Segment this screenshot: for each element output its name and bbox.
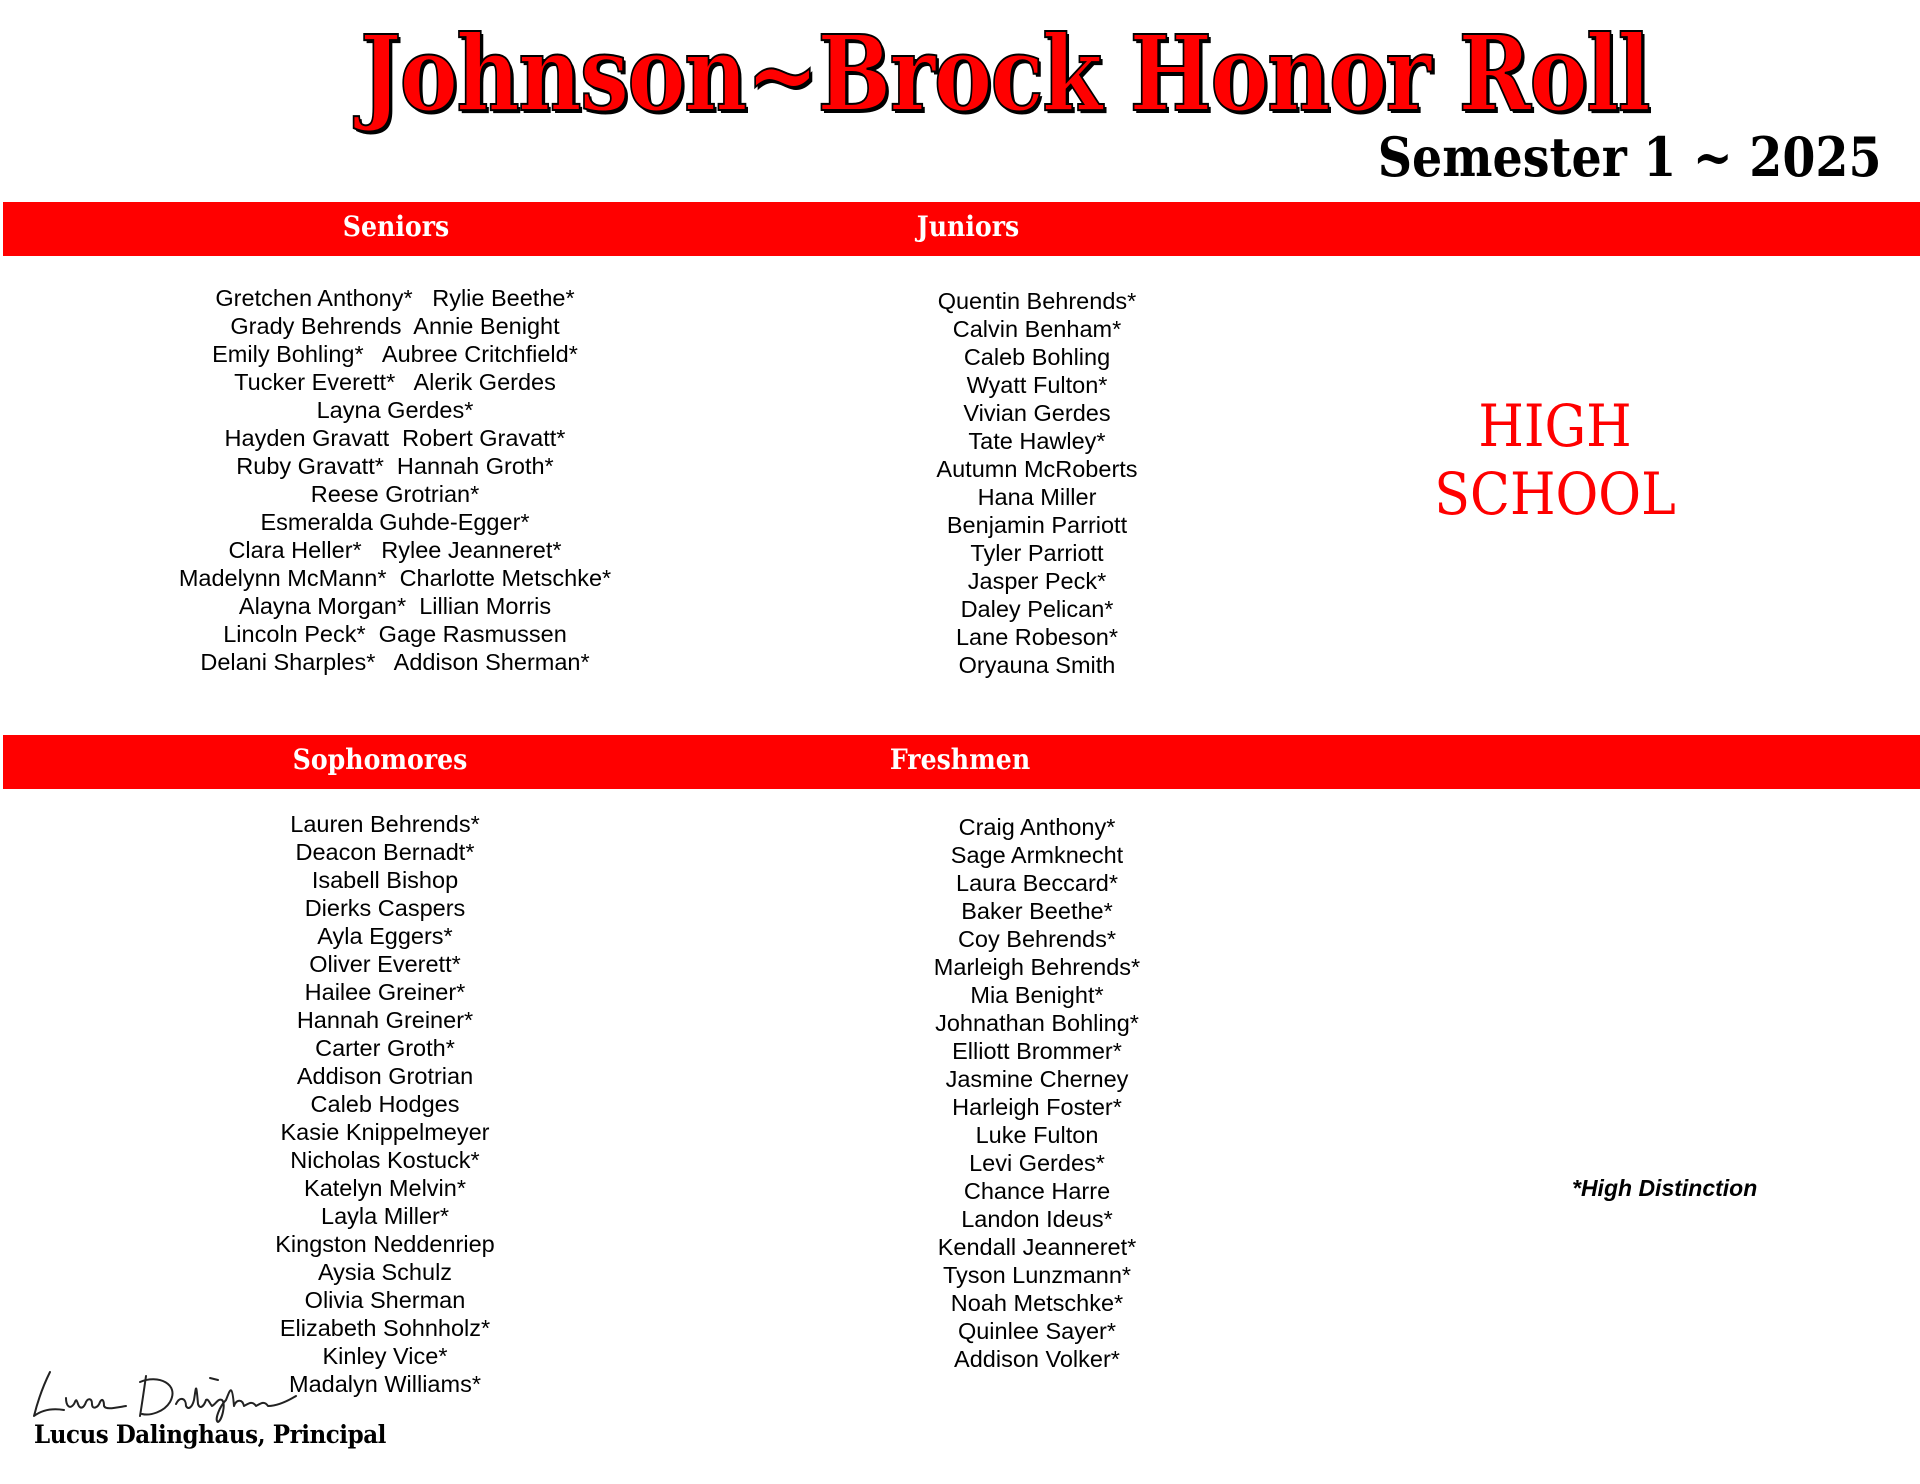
list-item: Oryauna Smith [958,652,1116,678]
list-item: Jasmine Cherney [945,1066,1129,1092]
list-item: Addison Grotrian [296,1063,474,1089]
list-item: Deacon Bernadt* [295,839,475,865]
list-item: Ayla Eggers* [317,923,453,949]
principal-name: Lucus Dalinghaus, Principal [34,1420,386,1449]
freshmen-list [887,813,1187,1373]
list-item: Landon Ideus* [961,1206,1113,1232]
list-item: Carter Groth* [315,1035,455,1061]
freshmen-heading: Freshmen [889,743,1031,776]
list-item: Reese Grotrian* [310,481,480,507]
list-item: Benjamin Parriott [946,512,1128,538]
school-level-line1: HIGH [1478,392,1632,460]
list-item: Tyler Parriott [970,540,1104,566]
semester-subtitle: Semester 1 ~ 2025 [1378,125,1882,189]
list-item: Luke Fulton [975,1122,1099,1148]
juniors-heading: Juniors [916,210,1020,243]
list-item: Caleb Bohling [963,344,1111,370]
page-title: Johnson~Brock Honor Roll [360,12,1650,135]
list-item: Mia Benight* [970,982,1104,1008]
school-level-line2: SCHOOL [1434,460,1676,528]
list-item: Oliver Everett* [309,951,461,977]
juniors-list [887,287,1187,679]
list-item: Madelynn McMann* Charlotte Metschke* [178,565,612,591]
list-item: Alayna Morgan* Lillian Morris [238,593,552,619]
list-item: Grady Behrends Annie Benight [230,313,560,339]
list-item: Esmeralda Guhde-Egger* [260,509,530,535]
list-item: Lane Robeson* [955,624,1119,650]
list-item: Addison Volker* [954,1346,1120,1372]
list-item: Coy Behrends* [957,926,1117,952]
list-item: Katelyn Melvin* [304,1175,466,1201]
section-header-band-lower [3,735,1920,789]
list-item: Marleigh Behrends* [933,954,1141,980]
list-item: Dierks Caspers [304,895,466,921]
list-item: Levi Gerdes* [969,1150,1105,1176]
list-item: Quentin Behrends* [937,288,1137,314]
list-item: Wyatt Fulton* [966,372,1108,398]
list-item: Autumn McRoberts [936,456,1138,482]
list-item: Laura Beccard* [956,870,1118,896]
list-item: Madalyn Williams* [289,1371,481,1397]
seniors-list [160,284,630,676]
list-item: Clara Heller* Rylee Jeanneret* [228,537,562,563]
list-item: Lauren Behrends* [290,811,480,837]
list-item: Elizabeth Sohnholz* [279,1315,491,1341]
list-item: Quinlee Sayer* [957,1318,1117,1344]
list-item: Sage Armknecht [950,842,1124,868]
list-item: Kendall Jeanneret* [937,1234,1137,1260]
list-item: Chance Harre [963,1178,1111,1204]
list-item: Hannah Greiner* [296,1007,474,1033]
high-distinction-legend: *High Distinction [1572,1175,1758,1201]
list-item: Craig Anthony* [958,814,1116,840]
principal-signature-icon [30,1360,300,1426]
list-item: Ruby Gravatt* Hannah Groth* [236,453,554,479]
section-header-band-upper [3,202,1920,256]
list-item: Tate Hawley* [968,428,1106,454]
list-item: Noah Metschke* [950,1290,1124,1316]
list-item: Tucker Everett* Alerik Gerdes [234,369,556,395]
list-item: Harleigh Foster* [952,1094,1122,1120]
list-item: Elliott Brommer* [952,1038,1122,1064]
list-item: Kasie Knippelmeyer [280,1119,490,1145]
list-item: Hailee Greiner* [304,979,466,1005]
sophomores-list [235,810,535,1398]
list-item: Caleb Hodges [310,1091,460,1117]
list-item: Vivian Gerdes [963,400,1111,426]
list-item: Lincoln Peck* Gage Rasmussen [223,621,567,647]
list-item: Kinley Vice* [322,1343,448,1369]
list-item: Aysia Schulz [317,1259,453,1285]
list-item: Isabell Bishop [311,867,459,893]
list-item: Jasper Peck* [967,568,1107,594]
school-level-label [1416,392,1695,528]
list-item: Hana Miller [977,484,1097,510]
list-item: Olivia Sherman [304,1287,466,1313]
seniors-heading: Seniors [342,210,450,243]
list-item: Hayden Gravatt Robert Gravatt* [224,425,566,451]
list-item: Delani Sharples* Addison Sherman* [200,649,590,675]
list-item: Emily Bohling* Aubree Critchfield* [212,341,578,367]
list-item: Baker Beethe* [961,898,1113,924]
list-item: Johnathan Bohling* [935,1010,1139,1036]
list-item: Layna Gerdes* [316,397,474,423]
list-item: Kingston Neddenriep [275,1231,495,1257]
list-item: Tyson Lunzmann* [942,1262,1132,1288]
list-item: Calvin Benham* [952,316,1122,342]
list-item: Daley Pelican* [960,596,1114,622]
list-item: Gretchen Anthony* Rylie Beethe* [215,285,575,311]
list-item: Layla Miller* [321,1203,449,1229]
sophomores-heading: Sophomores [292,743,468,776]
list-item: Nicholas Kostuck* [290,1147,480,1173]
